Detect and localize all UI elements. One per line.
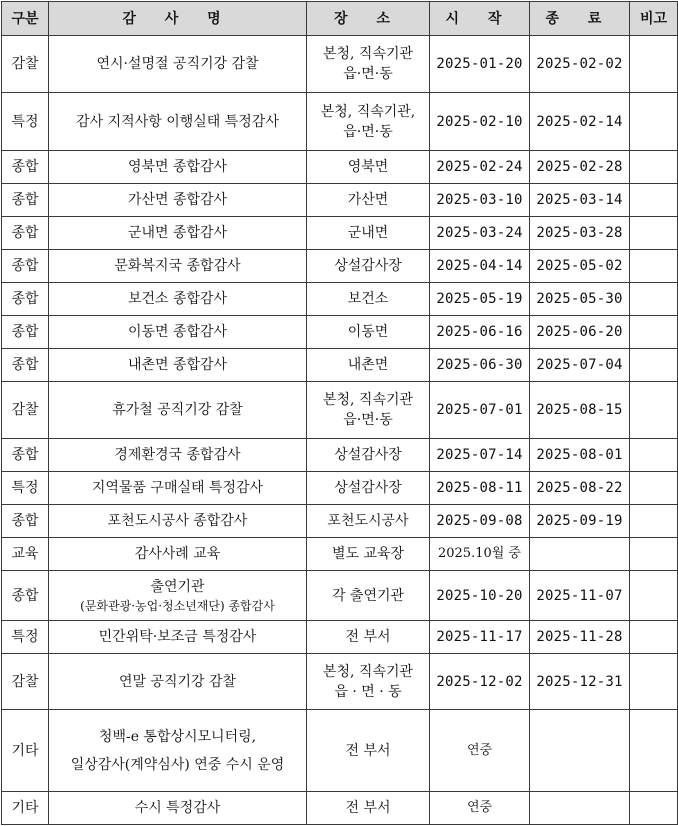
cell-end-date: 2025-11-07 <box>530 571 630 621</box>
cell-note <box>630 283 678 316</box>
place-line-1: 본청, 직속기관 <box>322 46 414 62</box>
cell-start-date: 연중 <box>430 710 530 792</box>
cell-note <box>630 505 678 538</box>
cell-audit-name: 수시 특정감사 <box>49 792 307 825</box>
cell-place: 상설감사장 <box>307 250 430 283</box>
cell-note <box>630 710 678 792</box>
cell-place: 전 부서 <box>307 621 430 654</box>
cell-place <box>307 93 430 151</box>
table-row <box>2 472 678 505</box>
cell-category: 종합 <box>2 283 49 316</box>
cell-audit-name: 민간위탁·보조금 특정감사 <box>49 621 307 654</box>
cell-start-date: 2025-05-19 <box>430 283 530 316</box>
cell-place: 군내면 <box>307 217 430 250</box>
cell-start-date: 2025-12-02 <box>430 654 530 710</box>
audit-schedule-table <box>1 1 678 825</box>
cell-start-date: 2025-06-16 <box>430 316 530 349</box>
cell-start-date: 2025-02-24 <box>430 151 530 184</box>
place-line-2: 읍·면·동 <box>343 66 393 82</box>
cell-audit-name: 이동면 종합감사 <box>49 316 307 349</box>
place-line-2: 읍·면·동 <box>343 123 393 140</box>
cell-start-date: 2025-10-20 <box>430 571 530 621</box>
table-row <box>2 217 678 250</box>
cell-audit-name: 문화복지국 종합감사 <box>49 250 307 283</box>
cell-place: 전 부서 <box>307 710 430 792</box>
cell-category: 종합 <box>2 439 49 472</box>
cell-place <box>307 382 430 439</box>
cell-category: 특정 <box>2 621 49 654</box>
cell-end-date: 2025-02-14 <box>530 93 630 151</box>
table-row <box>2 439 678 472</box>
cell-note <box>630 439 678 472</box>
cell-start-date: 2025-06-30 <box>430 349 530 382</box>
cell-start-date: 2025-07-01 <box>430 382 530 439</box>
cell-end-date <box>530 710 630 792</box>
table-row <box>2 571 678 621</box>
cell-end-date: 2025-05-02 <box>530 250 630 283</box>
cell-place: 가산면 <box>307 184 430 217</box>
cell-end-date: 2025-02-28 <box>530 151 630 184</box>
table-row <box>2 184 678 217</box>
cell-end-date <box>530 538 630 571</box>
cell-end-date <box>530 792 630 825</box>
table-row <box>2 382 678 439</box>
cell-place: 보건소 <box>307 283 430 316</box>
cell-category: 감찰 <box>2 654 49 710</box>
cell-end-date: 2025-08-22 <box>530 472 630 505</box>
place-line-2: 읍 · 면 · 동 <box>334 683 402 700</box>
cell-end-date: 2025-03-14 <box>530 184 630 217</box>
cell-note <box>630 538 678 571</box>
cell-start-date: 2025-11-17 <box>430 621 530 654</box>
audit-name-line-2: (문화관광·농업·청소년재단) 종합감사 <box>80 598 275 613</box>
cell-place <box>307 36 430 93</box>
audit-name-line-1: 출연기관 <box>150 578 205 595</box>
cell-category: 교육 <box>2 538 49 571</box>
cell-start-date: 2025-09-08 <box>430 505 530 538</box>
table-row <box>2 654 678 710</box>
cell-end-date: 2025-12-31 <box>530 654 630 710</box>
cell-audit-name: 영북면 종합감사 <box>49 151 307 184</box>
cell-note <box>630 316 678 349</box>
cell-start-date: 2025.10월 중 <box>430 538 530 571</box>
cell-category: 감찰 <box>2 36 49 93</box>
cell-category: 종합 <box>2 250 49 283</box>
cell-place <box>307 654 430 710</box>
header-audit-name: 감 사 명 <box>49 2 307 36</box>
table-row <box>2 792 678 825</box>
header-note: 비고 <box>630 2 678 36</box>
cell-note <box>630 472 678 505</box>
cell-category: 기타 <box>2 710 49 792</box>
cell-category: 종합 <box>2 184 49 217</box>
place-line-1: 본청, 직속기관 <box>322 663 414 680</box>
cell-note <box>630 36 678 93</box>
header-start: 시 작 <box>430 2 530 36</box>
cell-audit-name: 군내면 종합감사 <box>49 217 307 250</box>
cell-note <box>630 217 678 250</box>
cell-place: 영북면 <box>307 151 430 184</box>
cell-place: 각 출연기관 <box>307 571 430 621</box>
cell-audit-name <box>49 571 307 621</box>
cell-place: 상설감사장 <box>307 472 430 505</box>
cell-audit-name: 감사 지적사항 이행실태 특정감사 <box>49 93 307 151</box>
cell-audit-name: 연시·설명절 공직기강 감찰 <box>49 36 307 93</box>
cell-end-date: 2025-11-28 <box>530 621 630 654</box>
place-line-1: 본청, 직속기관 <box>322 392 414 408</box>
cell-category: 특정 <box>2 93 49 151</box>
cell-note <box>630 151 678 184</box>
table-row <box>2 250 678 283</box>
header-end: 종 료 <box>530 2 630 36</box>
table-row <box>2 621 678 654</box>
cell-start-date: 2025-03-10 <box>430 184 530 217</box>
audit-name-line-2: 일상감사(계약심사) 연중 수시 운영 <box>70 756 285 773</box>
cell-note <box>630 184 678 217</box>
cell-audit-name: 보건소 종합감사 <box>49 283 307 316</box>
cell-audit-name: 경제환경국 종합감사 <box>49 439 307 472</box>
table-row <box>2 151 678 184</box>
cell-audit-name: 지역물품 구매실태 특정감사 <box>49 472 307 505</box>
cell-end-date: 2025-03-28 <box>530 217 630 250</box>
cell-place: 별도 교육장 <box>307 538 430 571</box>
cell-note <box>630 621 678 654</box>
cell-end-date: 2025-02-02 <box>530 36 630 93</box>
table-row <box>2 36 678 93</box>
cell-end-date: 2025-06-20 <box>530 316 630 349</box>
cell-audit-name: 감사사례 교육 <box>49 538 307 571</box>
table-row <box>2 349 678 382</box>
cell-audit-name: 포천도시공사 종합감사 <box>49 505 307 538</box>
cell-category: 종합 <box>2 571 49 621</box>
cell-category: 종합 <box>2 316 49 349</box>
cell-category: 특정 <box>2 472 49 505</box>
cell-end-date: 2025-08-15 <box>530 382 630 439</box>
cell-place: 전 부서 <box>307 792 430 825</box>
cell-place: 이동면 <box>307 316 430 349</box>
table-row <box>2 538 678 571</box>
cell-start-date: 2025-07-14 <box>430 439 530 472</box>
cell-note <box>630 382 678 439</box>
audit-name-line-1: 청백-e 통합상시모니터링, <box>98 728 257 745</box>
cell-category: 종합 <box>2 217 49 250</box>
cell-end-date: 2025-09-19 <box>530 505 630 538</box>
cell-note <box>630 654 678 710</box>
cell-start-date: 2025-03-24 <box>430 217 530 250</box>
cell-audit-name: 내촌면 종합감사 <box>49 349 307 382</box>
table-row <box>2 505 678 538</box>
cell-note <box>630 93 678 151</box>
cell-audit-name: 가산면 종합감사 <box>49 184 307 217</box>
header-category: 구분 <box>2 2 49 36</box>
cell-end-date: 2025-08-01 <box>530 439 630 472</box>
table-row <box>2 710 678 792</box>
cell-note <box>630 250 678 283</box>
cell-start-date: 2025-01-20 <box>430 36 530 93</box>
cell-note <box>630 792 678 825</box>
place-line-2: 읍·면·동 <box>343 412 393 428</box>
cell-place: 포천도시공사 <box>307 505 430 538</box>
cell-end-date: 2025-05-30 <box>530 283 630 316</box>
place-line-1: 본청, 직속기관, <box>320 103 416 120</box>
cell-category: 종합 <box>2 349 49 382</box>
cell-audit-name: 연말 공직기강 감찰 <box>49 654 307 710</box>
cell-note <box>630 349 678 382</box>
cell-start-date: 2025-08-11 <box>430 472 530 505</box>
cell-end-date: 2025-07-04 <box>530 349 630 382</box>
table-header-row <box>2 2 678 36</box>
cell-start-date: 2025-04-14 <box>430 250 530 283</box>
cell-start-date: 2025-02-10 <box>430 93 530 151</box>
header-place: 장 소 <box>307 2 430 36</box>
cell-place: 내촌면 <box>307 349 430 382</box>
table-row <box>2 316 678 349</box>
cell-audit-name: 휴가철 공직기강 감찰 <box>49 382 307 439</box>
cell-audit-name <box>49 710 307 792</box>
cell-category: 종합 <box>2 505 49 538</box>
cell-category: 기타 <box>2 792 49 825</box>
table-row <box>2 283 678 316</box>
cell-place: 상설감사장 <box>307 439 430 472</box>
cell-start-date: 연중 <box>430 792 530 825</box>
table-row <box>2 93 678 151</box>
cell-note <box>630 571 678 621</box>
cell-category: 감찰 <box>2 382 49 439</box>
cell-category: 종합 <box>2 151 49 184</box>
